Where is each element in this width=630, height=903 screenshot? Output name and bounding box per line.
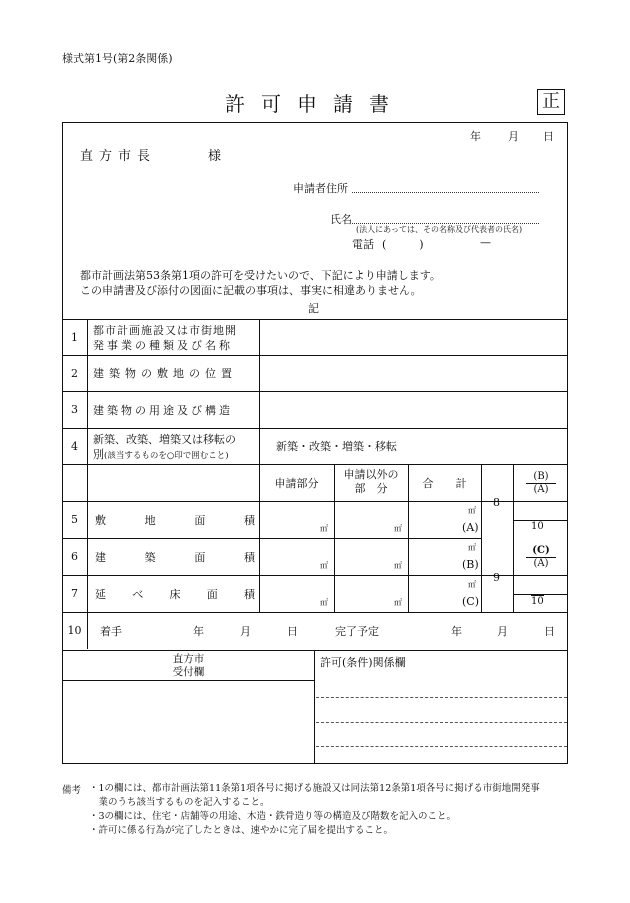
date-month-label: 月 [508, 130, 519, 143]
date-day-label: 日 [543, 130, 554, 143]
header-applied-part: 申請部分 [274, 476, 319, 490]
row-5-label [95, 501, 255, 538]
phone-area-code[interactable]: ( ) [382, 238, 424, 251]
address-fill-line[interactable] [352, 192, 539, 193]
applicant-name-label: 氏名 [330, 213, 352, 226]
row-4-no: 4 [71, 439, 78, 453]
row-3-input[interactable] [260, 392, 567, 428]
unit-m2: ㎡ [394, 524, 402, 533]
row-4-label: 新築、改築、増築又は移転の 別(該当するものを○印で囲むこと) [93, 433, 236, 461]
row-8-no: 8 [493, 496, 500, 509]
header-total: 合 計 [422, 476, 467, 490]
ki-marker: 記 [308, 302, 319, 315]
floor-ratio-fraction: $\frac{(C)}{(A)}$ [526, 545, 556, 570]
date-year-label: 年 [470, 130, 481, 143]
row-3-label: 建築物の用途及び構造 [93, 403, 233, 417]
unit-m2: ㎡ [394, 598, 402, 607]
unit-m2: ㎡ [468, 543, 476, 552]
permission-label: 許可(条件)関係欄 [320, 656, 406, 669]
remarks-label: 備考 [62, 785, 82, 796]
unit-m2: ㎡ [320, 598, 328, 607]
row-10-no: 10 [67, 624, 82, 637]
unit-m2: ㎡ [468, 580, 476, 589]
applicant-address-label: 申請者住所 [293, 182, 348, 195]
header-other-part: 申請以外の 部 分 [343, 468, 399, 495]
end-month-label: 月 [497, 624, 508, 638]
start-month-label: 月 [240, 624, 251, 638]
row-7-label [95, 575, 255, 612]
row-6-label [95, 538, 255, 575]
start-day-label: 日 [287, 624, 298, 638]
addressee: 直方市長 [80, 149, 157, 164]
coverage-ratio-tail[interactable]: 10 [531, 521, 544, 532]
phone-dash: — [480, 236, 491, 249]
row-1-input[interactable] [260, 320, 567, 355]
row-5-no: 5 [71, 513, 78, 526]
tag-a: (A) [462, 521, 479, 534]
tag-b: (B) [462, 558, 479, 571]
body-line-2: この申請書及び添付の図面に記載の事項は、事実に相違ありません。 [80, 284, 422, 297]
row-1-no: 1 [71, 330, 78, 344]
tag-c: (C) [462, 595, 479, 608]
building-type-options[interactable]: 新築・改築・増築・移転 [276, 440, 397, 453]
completion-label: 完了予定 [335, 624, 379, 638]
addressee-honorific: 様 [208, 149, 222, 164]
start-year-label: 年 [193, 624, 204, 638]
original-copy-mark: 正 [537, 89, 565, 115]
row-2-input[interactable] [260, 356, 567, 391]
row-2-no: 2 [71, 366, 78, 380]
end-day-label: 日 [544, 624, 555, 638]
unit-m2: ㎡ [320, 524, 328, 533]
row-3-no: 3 [71, 403, 78, 416]
coverage-ratio-fraction: $\frac{(B)}{(A)}$ [526, 471, 556, 496]
unit-m2: ㎡ [468, 506, 476, 515]
body-line-1: 都市計画法第53条第1項の許可を受けたいので、下記により申請します。 [80, 269, 441, 282]
page-title: 許可申請書 [225, 92, 405, 116]
corporation-note: (法人にあっては、その名称及び代表者の氏名) [356, 225, 523, 234]
row-6-no: 6 [71, 550, 78, 563]
receipt-label: 直方市 受付欄 [172, 653, 205, 678]
unit-m2: ㎡ [320, 561, 328, 570]
row-1-label: 都市計画施設又は市街地開 発事業の種類及び名称 [93, 324, 237, 352]
area-label-text: 延 べ 床 面 積 [95, 587, 255, 601]
end-year-label: 年 [451, 624, 462, 638]
row-7-no: 7 [71, 587, 78, 600]
start-label: 着手 [100, 624, 122, 638]
row-9-no: 9 [493, 571, 500, 584]
area-label-text: 敷 地 面 積 [95, 513, 255, 527]
area-label-text: 建 築 面 積 [95, 550, 255, 564]
form-id: 様式第1号(第2条関係) [62, 52, 173, 65]
phone-label: 電話 [352, 238, 374, 251]
unit-m2: ㎡ [394, 561, 402, 570]
floor-ratio-tail[interactable]: 10 [531, 596, 544, 607]
row-2-label: 建築物の敷地の位置 [93, 367, 237, 380]
remarks-list: ・1の欄には、都市計画法第11条第1項各号に掲げる施設又は同法第12条第1項各号に掲げる市街地開発事 業のうち該当するものを記入すること。 ・3の欄には、住宅・店舗等の用途、木造・鉄骨造り等の構造及び階数を記入のこと。 ・許可に係る行為が完了したときは、速やかに完了届を提出すること。 [89, 783, 540, 836]
